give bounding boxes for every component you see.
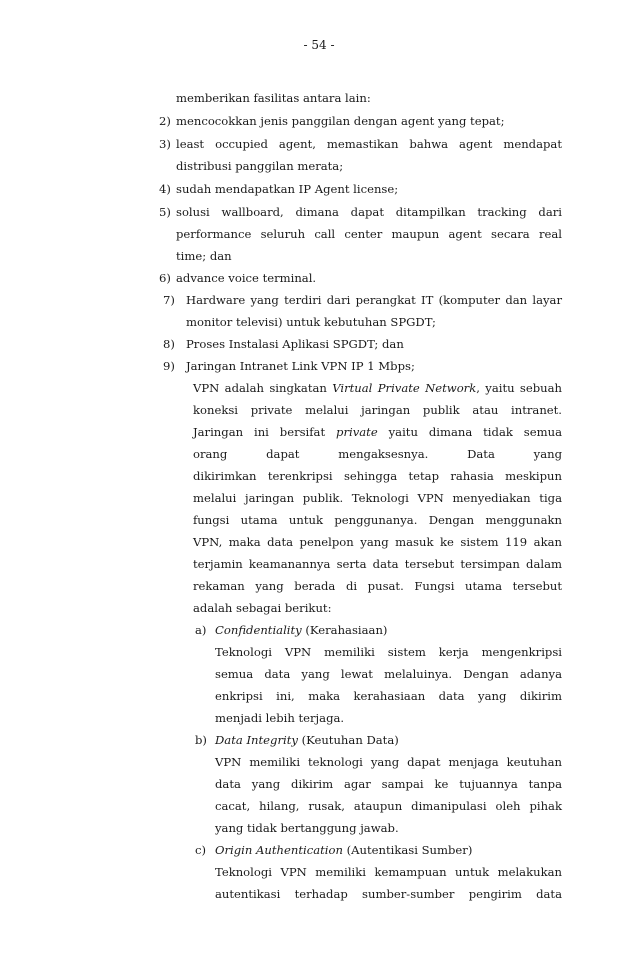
text-line: Origin Authentication (Autentikasi Sumber) [215,843,473,857]
text-line: VPN memiliki teknologi yang dapat menjaga keutuhan [215,755,562,769]
text-line: time; dan [176,249,232,263]
list-number: 6) [159,271,171,285]
text-line: memberikan fasilitas antara lain: [176,91,371,105]
text-line: Jaringan Intranet Link VPN IP 1 Mbps; [186,359,415,373]
text-line: Data Integrity (Keutuhan Data) [215,733,399,747]
text-line: adalah sebagai berikut: [193,601,332,615]
text-line: Proses Instalasi Aplikasi SPGDT; dan [186,337,404,351]
list-number: 2) [159,114,171,128]
list-letter: a) [195,623,207,637]
text-line: cacat, hilang, rusak, ataupun dimanipulasi oleh pihak [215,799,562,813]
text-line: Jaringan ini bersifat private yaitu dimana tidak semua [193,425,562,439]
text-line: performance seluruh call center maupun agent secara real [176,227,562,241]
text-line: dikirimkan terenkripsi sehingga tetap rahasia meskipun [193,469,562,483]
list-number: 3) [159,137,171,151]
text-line: terjamin keamanannya serta data tersebut tersimpan dalam [193,557,562,571]
text-line: fungsi utama untuk penggunanya. Dengan menggunakn [193,513,562,527]
text-line: Teknologi VPN memiliki sistem kerja mengenkripsi [215,645,562,659]
text-line: Confidentiality (Kerahasiaan) [215,623,388,637]
text-line: monitor televisi) untuk kebutuhan SPGDT; [186,315,436,329]
text-line: data yang dikirim agar sampai ke tujuannya tanpa [215,777,562,791]
text-line: VPN adalah singkatan Virtual Private Network, yaitu sebuah [193,381,562,395]
text-line: distribusi panggilan merata; [176,159,344,173]
text-line: solusi wallboard, dimana dapat ditampilkan tracking dari [176,205,562,219]
list-number: 5) [159,205,171,219]
text-line: VPN, maka data penelpon yang masuk ke sistem 119 akan [193,535,562,549]
list-letter: c) [195,843,207,857]
text-line: sudah mendapatkan IP Agent license; [176,182,399,196]
list-number: 8) [163,337,175,351]
text-line: koneksi private melalui jaringan publik atau intranet. [193,403,562,417]
list-letter: b) [195,733,207,747]
list-number: 9) [163,359,175,373]
page-number: - 54 - [303,38,335,52]
text-line: enkripsi ini, maka kerahasiaan data yang dikirim [215,689,562,703]
text-line: autentikasi terhadap sumber-sumber pengirim data [215,887,562,901]
text-line: orang dapat mengaksesnya. Data yang [193,447,562,461]
text-line: least occupied agent, memastikan bahwa agent mendapat [176,137,562,151]
text-line: menjadi lebih terjaga. [215,711,345,725]
text-line: yang tidak bertanggung jawab. [215,821,399,835]
list-number: 4) [159,182,171,196]
text-line: semua data yang lewat melaluinya. Dengan adanya [215,667,562,681]
text-line: melalui jaringan publik. Teknologi VPN menyediakan tiga [193,491,562,505]
text-line: mencocokkan jenis panggilan dengan agent yang tepat; [176,114,505,128]
text-line: advance voice terminal. [176,271,317,285]
text-line: rekaman yang berada di pusat. Fungsi utama tersebut [193,579,562,593]
text-line: Teknologi VPN memiliki kemampuan untuk melakukan [215,865,562,879]
list-number: 7) [163,293,175,307]
text-line: Hardware yang terdiri dari perangkat IT (komputer dan layar [186,293,562,307]
